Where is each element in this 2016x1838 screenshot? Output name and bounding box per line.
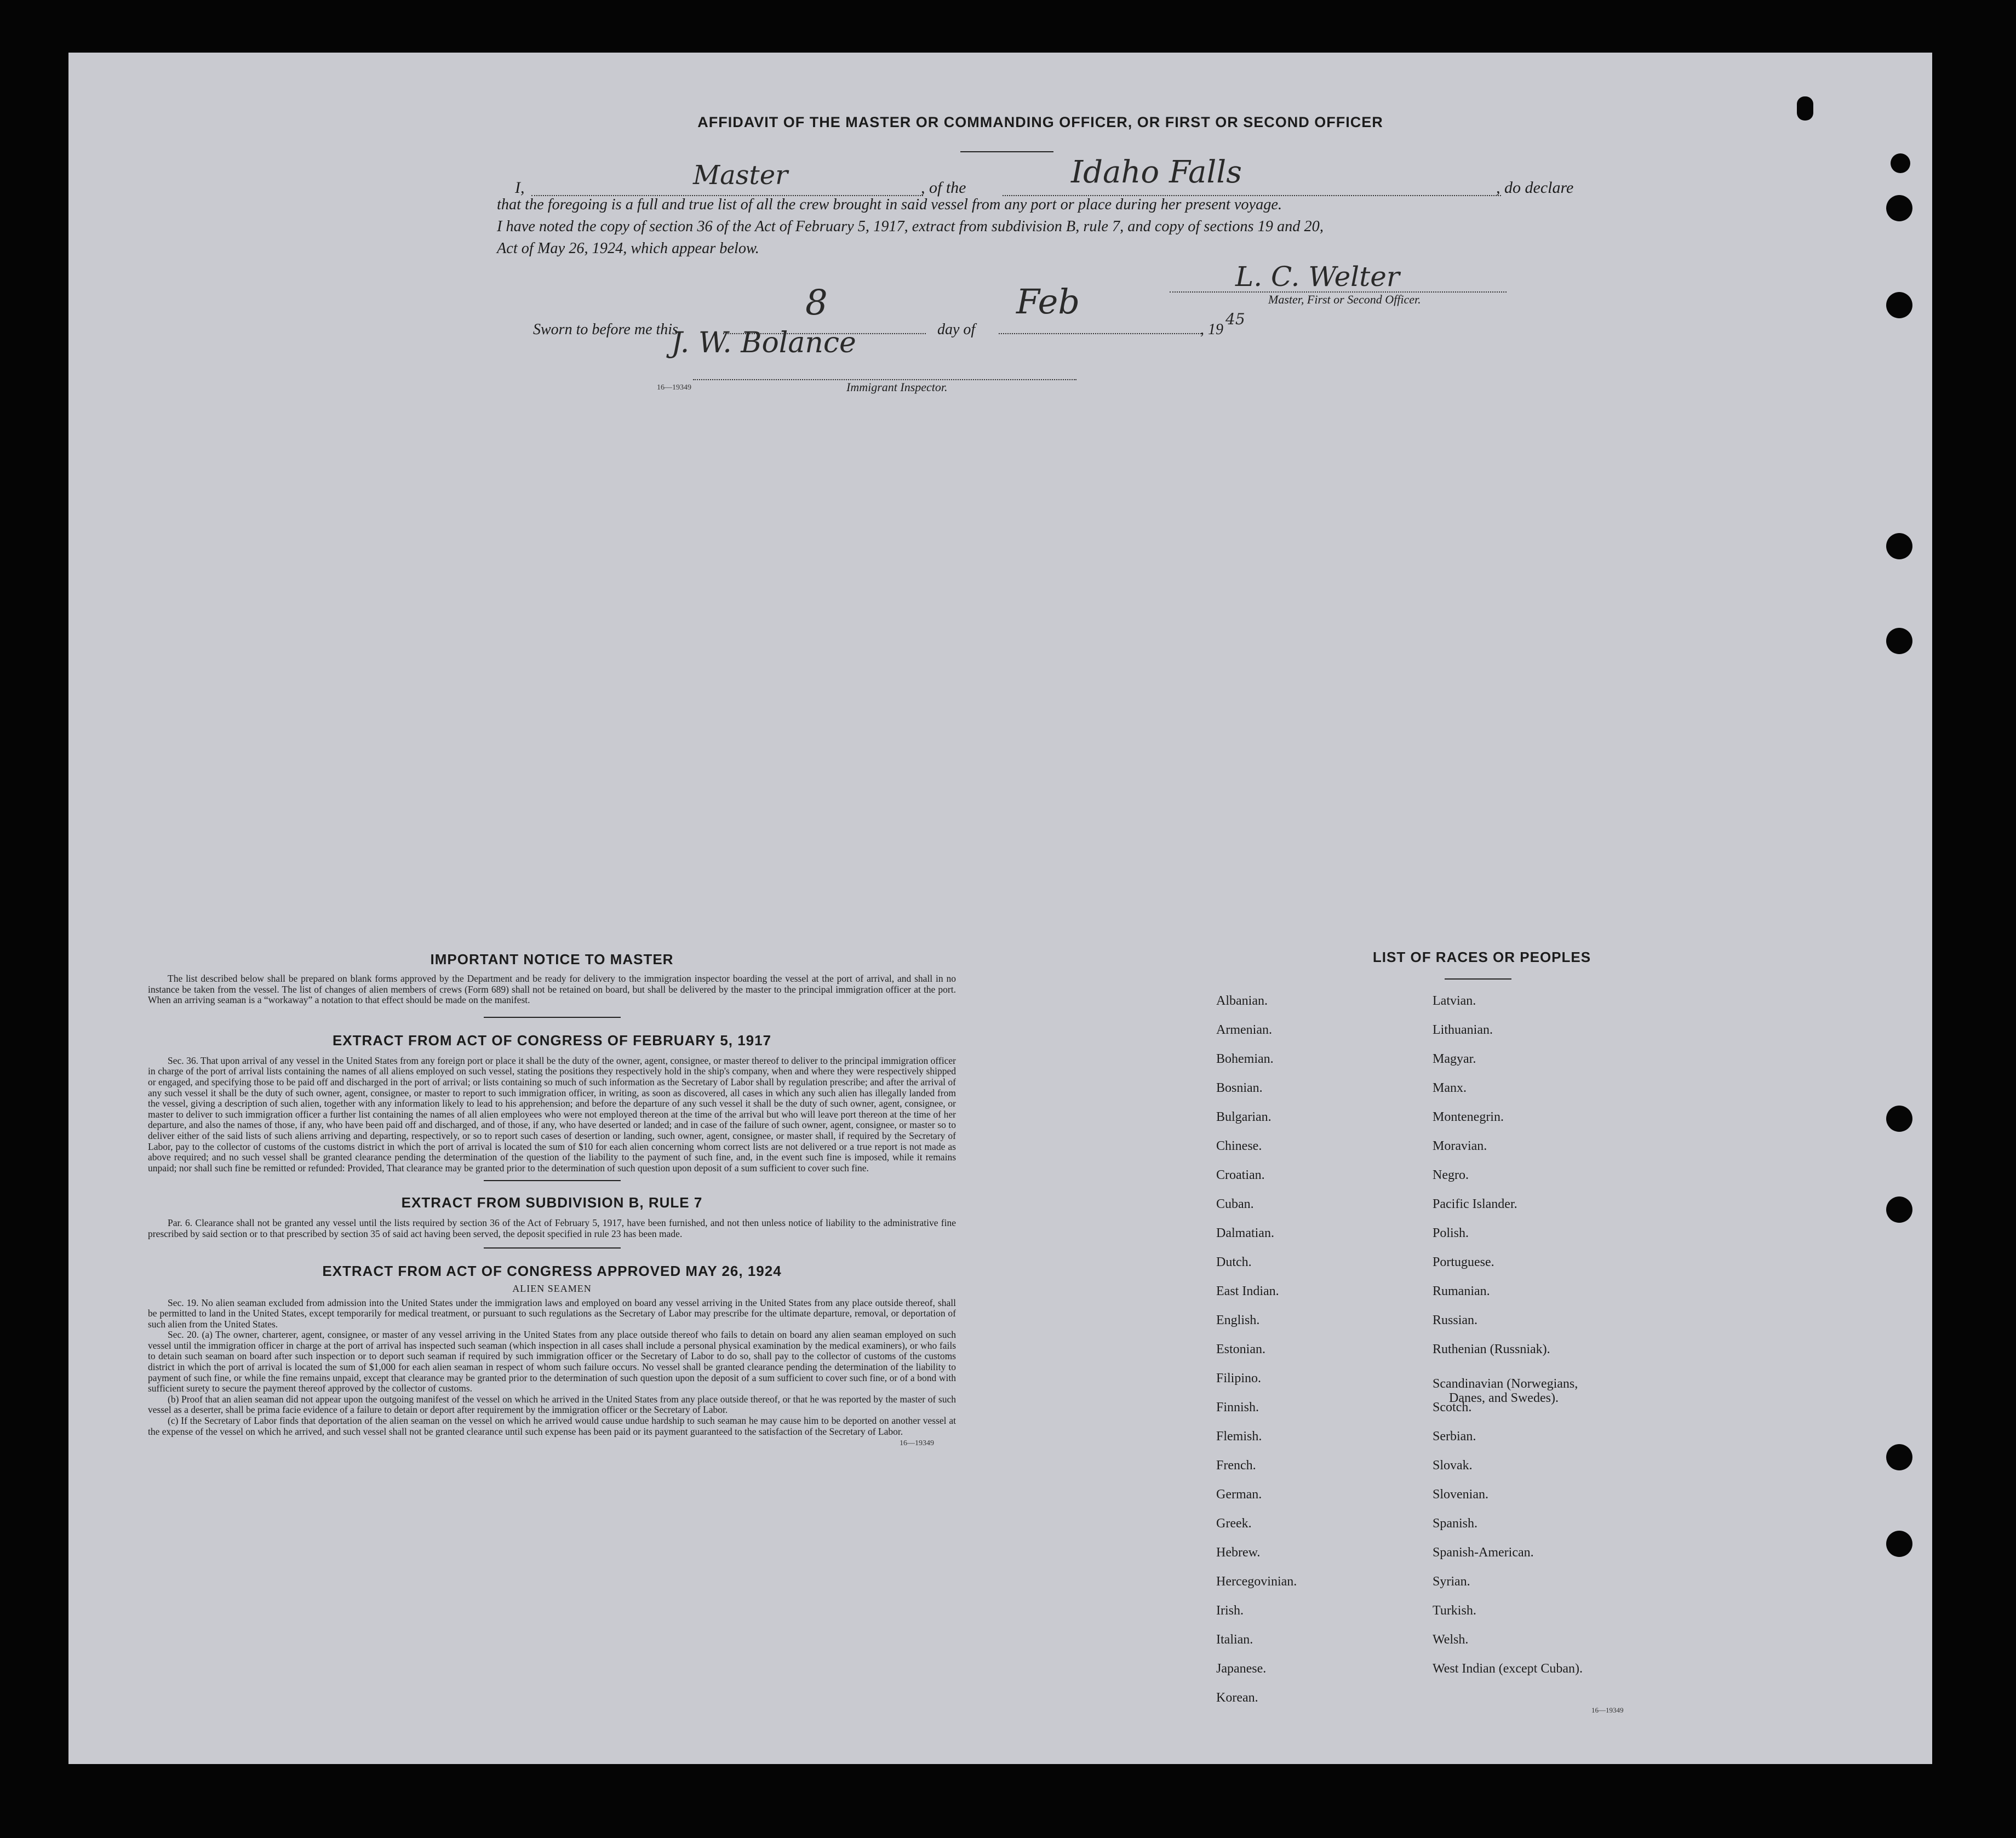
i-label: I, <box>515 179 525 197</box>
race-entry: Spanish. <box>1433 1516 1478 1531</box>
race-entry: Bohemian. <box>1216 1052 1274 1066</box>
affidavit-title: AFFIDAVIT OF THE MASTER OR COMMANDING OFFICER, OR FIRST OR SECOND OFFICER <box>697 114 1383 130</box>
race-entry: Spanish-American. <box>1433 1545 1534 1560</box>
race-entry: Irish. <box>1216 1604 1244 1618</box>
divider <box>484 1247 621 1249</box>
affidavit-line-2: that the foregoing is a full and true list of all the crew brought in said vessel from any port or place during her present voyage. <box>497 196 1282 213</box>
binder-hole <box>1886 1196 1912 1223</box>
inspector-signature: J. W. Bolance <box>671 327 856 359</box>
notice-body: The list described below shall be prepared on blank forms approved by the Department and be ready for delivery to the immigration inspector boarding the vessel at the port of arrival, and shall in no instance be taken from the vessel. The list of changes of alien members of crews (Form 689) shall not be retained on board, but shall be delivered by the master to the principal immigration officer at the port. When an arriving seaman is a “workaway” a notation to that effect should be made on the manifest. <box>148 973 956 1006</box>
race-entry: Polish. <box>1433 1226 1469 1240</box>
race-entry: Lithuanian. <box>1433 1023 1493 1037</box>
race-entry: Danes, and Swedes). <box>1449 1391 1559 1405</box>
race-entry: West Indian (except Cuban). <box>1433 1662 1583 1676</box>
act-1917-title: EXTRACT FROM ACT OF CONGRESS OF FEBRUARY 5, 1917 <box>332 1032 772 1049</box>
race-entry: Dutch. <box>1216 1255 1252 1269</box>
binder-hole <box>1886 1106 1912 1132</box>
race-entry: Moravian. <box>1433 1139 1487 1153</box>
race-entry: Portuguese. <box>1433 1255 1494 1269</box>
of-the-label: , of the <box>921 179 966 197</box>
races-divider <box>1445 978 1511 980</box>
race-entry: Greek. <box>1216 1516 1252 1531</box>
race-entry: East Indian. <box>1216 1284 1279 1298</box>
race-entry: Dalmatian. <box>1216 1226 1274 1240</box>
binder-hole <box>1886 292 1912 318</box>
divider <box>484 1180 621 1181</box>
vessel-name: Idaho Falls <box>1071 154 1242 190</box>
race-entry: Estonian. <box>1216 1342 1265 1356</box>
race-entry: Scotch. <box>1433 1400 1472 1415</box>
section-19-text: Sec. 19. No alien seaman excluded from admission into the United States under the immigration laws and employed on board any vessel arriving in the United States from any place outside thereof, shall be permitted to land in the United States, except temporarily for medical treatment, or pursuant to such regulations as the Secretary of Labor may prescribe for the ultimate departure, removal, or deportation of such alien from the United States. <box>148 1297 956 1330</box>
race-entry: English. <box>1216 1313 1260 1327</box>
paragraph-6-text: Par. 6. Clearance shall not be granted any vessel until the lists required by section 36 of the Act of February 5, 1917, have been furnished, and not then unless notice of liability to the administrative fine prescribed by said section or to that prescribed by section 35 of said act having been served, the deposit specified in rule 23 has been made. <box>148 1217 956 1239</box>
races-list <box>1216 994 1709 1761</box>
race-entry: Syrian. <box>1433 1574 1470 1589</box>
day-of-label: day of <box>937 321 976 338</box>
sworn-year: 45 <box>1225 310 1245 328</box>
race-entry: Flemish. <box>1216 1429 1262 1444</box>
alien-seamen-heading: ALIEN SEAMEN <box>512 1282 592 1294</box>
race-entry: Montenegrin. <box>1433 1110 1504 1124</box>
notice-column <box>148 951 956 1448</box>
race-entry: Cuban. <box>1216 1197 1254 1211</box>
section-20c-text: (c) If the Secretary of Labor finds that deportation of the alien seaman on the vessel on which he arrived would cause undue hardship to such seaman he may cause him to be deported on another vessel at the expense of the vessel on which he arrived, and such vessel shall not be granted clearance until such expense has been paid or its payment guaranteed to the satisfaction of the Secretary of Labor. <box>148 1415 956 1437</box>
races-title: LIST OF RACES OR PEOPLES <box>1372 949 1591 965</box>
race-entry: Russian. <box>1433 1313 1478 1327</box>
act-1924-title: EXTRACT FROM ACT OF CONGRESS APPROVED MAY 26, 1924 <box>322 1262 782 1279</box>
binder-hole <box>1886 533 1912 559</box>
races-form-number: 16—19349 <box>1591 1706 1624 1714</box>
race-entry: Manx. <box>1433 1081 1467 1095</box>
race-entry: German. <box>1216 1487 1262 1502</box>
master-caption: Master, First or Second Officer. <box>1268 293 1421 306</box>
race-entry: Turkish. <box>1433 1604 1476 1618</box>
race-entry: Rumanian. <box>1433 1284 1490 1298</box>
notice-form-number: 16—19349 <box>900 1439 934 1448</box>
race-entry: Bulgarian. <box>1216 1110 1272 1124</box>
affidavit-line-4: Act of May 26, 1924, which appear below. <box>497 240 759 257</box>
document-sheet <box>68 53 1932 1764</box>
do-declare-label: , do declare <box>1496 179 1574 197</box>
inspector-caption: Immigrant Inspector. <box>846 380 948 394</box>
binder-hole <box>1886 628 1912 654</box>
affidavit-line-3: I have noted the copy of section 36 of the Act of February 5, 1917, extract from subdivision B, rule 7, and copy of sections 19 and 20, <box>497 218 1324 235</box>
race-entry: Hebrew. <box>1216 1545 1261 1560</box>
divider <box>484 1017 621 1018</box>
race-entry: French. <box>1216 1458 1256 1473</box>
race-entry: Hercegovinian. <box>1216 1574 1297 1589</box>
binder-hole <box>1886 1444 1912 1470</box>
race-entry: Italian. <box>1216 1633 1253 1647</box>
race-entry: Bosnian. <box>1216 1081 1263 1095</box>
year-prefix: , 19 <box>1200 321 1223 338</box>
binder-hole <box>1891 153 1910 173</box>
notice-title: IMPORTANT NOTICE TO MASTER <box>430 951 674 967</box>
race-entry: Welsh. <box>1433 1633 1469 1647</box>
race-entry: Finnish. <box>1216 1400 1259 1415</box>
sworn-day: 8 <box>805 283 828 323</box>
rule-7-title: EXTRACT FROM SUBDIVISION B, RULE 7 <box>401 1194 703 1211</box>
race-entry: Filipino. <box>1216 1371 1262 1385</box>
section-20a-text: Sec. 20. (a) The owner, charterer, agent, consignee, or master of any vessel arriving in the United States from any place outside thereof who fails to detain on board any alien seaman employed on such vessel until the immigration officer in charge at the port of arrival has inspected such seaman (which inspection in all cases shall include a personal physical examination by the medical examiners), or who fails to detain such seaman on board after such inspection or to deport such seaman if required by such immigration officer or the Secretary of Labor to do so, shall pay to the collector of customs of the customs district in which the port of arrival is located the sum of $1,000 for each alien seaman in respect of whom such failure occurs. No vessel shall be granted clearance pending the determination of the liability to payment of such fine, or while the fine remains unpaid, except that clearance may be granted prior to the determination of such question upon the deposit of a sum sufficient to cover such fine, or of a bond with sufficient surety to secure the payment thereof approved by the collector of customs. <box>148 1329 956 1394</box>
race-entry: Scandinavian (Norwegians, <box>1433 1377 1578 1391</box>
race-entry: Japanese. <box>1216 1662 1267 1676</box>
race-entry: Serbian. <box>1433 1429 1476 1444</box>
sworn-month-line <box>999 333 1201 334</box>
race-entry: Albanian. <box>1216 994 1268 1008</box>
race-entry: Croatian. <box>1216 1168 1265 1182</box>
binder-hole <box>1886 1531 1912 1557</box>
race-entry: Slovak. <box>1433 1458 1473 1473</box>
race-entry: Chinese. <box>1216 1139 1262 1153</box>
affidavit-form-number: 16—19349 <box>657 383 691 392</box>
race-entry: Pacific Islander. <box>1433 1197 1517 1211</box>
race-entry: Negro. <box>1433 1168 1469 1182</box>
officer-rank: Master <box>693 160 788 191</box>
sworn-label: Sworn to before me this <box>533 321 678 338</box>
section-20b-text: (b) Proof that an alien seaman did not appear upon the outgoing manifest of the vessel on which he arrived in the United States from any place outside thereof, or that he was reported by the master of such vessel as a deserter, shall be prima facie evidence of a failure to detain or deport after requirement by the immigration officer or the Secretary of Labor. <box>148 1393 956 1416</box>
race-entry: Armenian. <box>1216 1023 1272 1037</box>
binder-hole <box>1886 195 1912 221</box>
race-entry: Ruthenian (Russniak). <box>1433 1342 1550 1356</box>
sworn-month: Feb <box>1016 282 1080 322</box>
race-entry: Latvian. <box>1433 994 1476 1008</box>
master-signature: L. C. Welter <box>1235 261 1400 293</box>
race-entry: Korean. <box>1216 1691 1258 1705</box>
section-36-text: Sec. 36. That upon arrival of any vessel in the United States from any foreign port or place it shall be the duty of the owner, agent, consignee, or master thereof to deliver to the principal immigration officer in charge of the port of arrival lists containing the names of all aliens employed on such vessel, stating the positions they respectively hold in the ship's company, when and where they were respectively shipped or engaged, and specifying those to be paid off and discharged in the port of arrival; or lists containing so much of such information as the Secretary of Labor shall by regulation prescribe; and after the arrival of any such vessel it shall be the duty of such owner, agent, consignee, or master to report to such immigration officer, in writing, as soon as discovered, all cases in which any such alien has illegally landed from the vessel, giving a description of such alien, together with any information likely to lead to his apprehension; and before the departure of any such vessel it shall be the duty of such owner, agent, consignee, or master to deliver to such immigration officer a further list containing the names of all alien employees who were not employed thereon at the time of the arrival but who will leave port thereon at the time of her departure, and also the names of those, if any, who have been paid off and discharged, and of those, if any, who have deserted or landed; and in case of the failure of such owner, agent, consignee, or master so to deliver either of the said lists of such aliens arriving and departing, respectively, or so to report such cases of desertion or landing, such owner, agent, consignee, or master shall, if required by the Secretary of Labor, pay to the collector of customs of the customs district in which the port of arrival is located the sum of $10 for each alien concerning whom correct lists are not delivered or a true report is not made as above required; and no such vessel shall be granted clearance pending the determination of the question of the liability to the payment of such fine, and, in the event such fine is imposed, while it remains unpaid; nor shall such fine be remitted or refunded: Provided, That clearance may be granted prior to the determination of such question upon deposit of a sum sufficient to cover such fine. <box>148 1055 956 1173</box>
binder-mark <box>1797 96 1813 121</box>
race-entry: Slovenian. <box>1433 1487 1488 1502</box>
race-entry: Magyar. <box>1433 1052 1476 1066</box>
title-divider <box>960 151 1053 152</box>
